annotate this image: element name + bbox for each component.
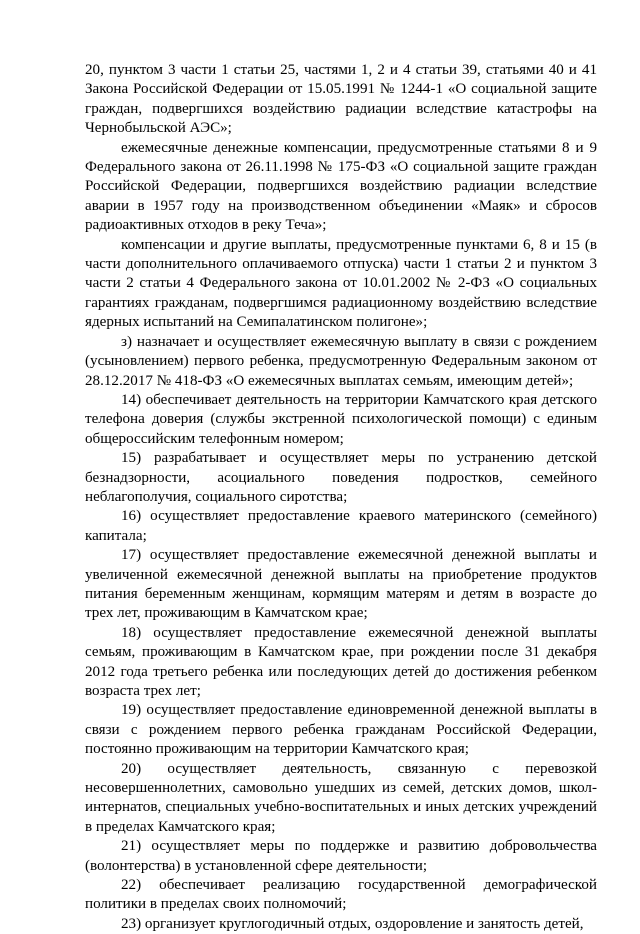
paragraph-item-20-minors-transport: 20) осуществляет деятельность, связанную с перевозкой несовершеннолетних, самовольно ушедших из семей, детских домов, школ-интернатов, специальных учебно-воспитательных и иных детских учреждений в пределах Камчатского края; [85, 760, 597, 835]
paragraph-item-19-lump-sum-payment: 19) осуществляет предоставление единовременной денежной выплаты в связи с рождением первого ребенка гражданам Российской Федерации, постоянно проживающим на территории Камчатского края; [85, 702, 597, 758]
paragraph-item-z-first-child-payment: з) назначает и осуществляет ежемесячную выплату в связи с рождением (усыновлением) первого ребенка, предусмотренную Федеральным законом от 28.12.2017 № 418-ФЗ «О ежемесячных выплатах семьям, имеющим детей»; [85, 333, 597, 389]
paragraph-item-15-neglect-prevention: 15) разрабатывает и осуществляет меры по устранению детской безнадзорности, асоциального поведения подростков, семейного неблагополучия, социального сиротства; [85, 450, 597, 505]
paragraph-item-22-demographic-policy: 22) обеспечивает реализацию государственной демографической политики в пределах своих полномочий; [85, 877, 597, 913]
paragraph-item-21-volunteering: 21) осуществляет меры по поддержке и развитию добровольчества (волонтерства) в установленной сфере деятельности; [85, 838, 597, 874]
document-page [85, 61, 597, 934]
paragraph-item-16-maternity-capital: 16) осуществляет предоставление краевого материнского (семейного) капитала; [85, 508, 597, 544]
paragraph-item-23-children-recreation: 23) организует круглогодичный отдых, оздоровление и занятость детей, [121, 915, 584, 932]
paragraph-item-18-third-child-payment: 18) осуществляет предоставление ежемесячной денежной выплаты семьям, проживающим в Камчатском крае, при рождении после 31 декабря 2012 года третьего ребенка или последующих детей до достижения ребенком возраста трех лет; [85, 624, 597, 699]
paragraph-semipalatinsk-compensations: компенсации и другие выплаты, предусмотренные пунктами 6, 8 и 15 (в части дополнительного оплачиваемого отпуска) части 1 статьи 2 и пунктом 3 части 2 статьи 4 Федерального закона от 10.01.2002 № 2-ФЗ «О социальных гарантиях гражданам, подвергшимся радиационному воздействию вследствие ядерных испытаний на Семипалатинском полигоне»; [85, 236, 597, 331]
paragraph-mayak-compensations: ежемесячные денежные компенсации, предусмотренные статьями 8 и 9 Федерального закона от 26.11.1998 № 175-ФЗ «О социальной защите граждан Российской Федерации, подвергшихся воздействию радиации вследствие аварии в 1957 году на производственном объединении «Маяк» и сбросов радиоактивных отходов в реку Теча»; [85, 139, 597, 234]
paragraph-item-17-food-payment: 17) осуществляет предоставление ежемесячной денежной выплаты и увеличенной ежемесячной денежной выплаты на приобретение продуктов питания беременным женщинам, кормящим матерям и детям в возрасте до трех лет, проживающим в Камчатском крае; [85, 547, 597, 622]
paragraph-continuation-chernobyl: 20, пунктом 3 части 1 статьи 25, частями 1, 2 и 4 статьи 39, статьями 40 и 41 Закона Российской Федерации от 15.05.1991 № 1244-1 «О социальной защите граждан, подвергшихся воздействию радиации вследствие катастрофы на Чернобыльской АЭС»; [85, 62, 597, 137]
paragraph-item-14-helpline: 14) обеспечивает деятельность на территории Камчатского края детского телефона доверия (службы экстренной психологической помощи) с единым общероссийским телефонным номером; [85, 391, 597, 447]
